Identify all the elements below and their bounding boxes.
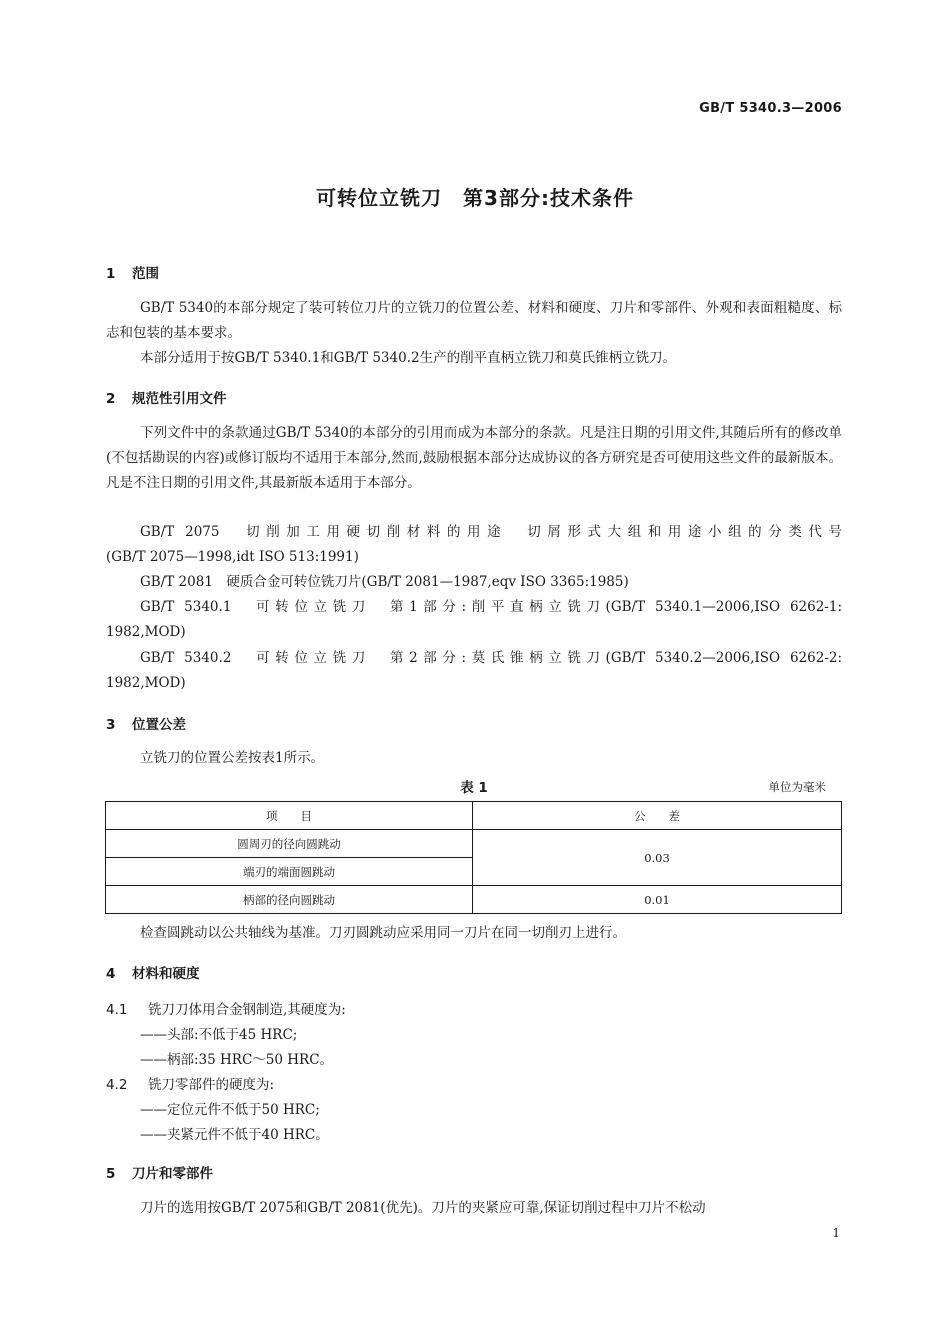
table-row (106, 830, 842, 858)
section-1-para-2: 本部分适用于按GB/T 5340.1和GB/T 5340.2生产的削平直柄立铣刀和莫氏锥柄立铣刀。 (140, 350, 677, 366)
section-2-para-1: 下列文件中的条款通过GB/T 5340的本部分的引用而成为本部分的条款。凡是注日期的引用文件,其随后所有的修改单(不包括勘误的内容)或修订版均不适用于本部分,然而,鼓励根据本部分达成协议的各方研究是否可使用这些文件的最新版本。凡是不注日期的引用文件,其最新版本适用于本部分。 (106, 425, 842, 491)
reference-4-line-2: 1982,MOD) (106, 675, 186, 691)
section-1-para-1: GB/T 5340的本部分规定了装可转位刀片的立铣刀的位置公差、材料和硬度、刀片和零部件、外观和表面粗糙度、标志和包装的基本要求。 (106, 300, 842, 341)
table-caption: 表 1 (460, 780, 488, 796)
table-cell-item: 柄部的径向圆跳动 (106, 886, 473, 914)
section-title: 规范性引用文件 (132, 391, 227, 407)
section-3-heading (106, 713, 186, 733)
section-number: 1 (106, 266, 116, 282)
list-item: ——夹紧元件不低于40 HRC。 (140, 1127, 329, 1143)
section-number: 3 (106, 717, 116, 733)
clause-4-2 (106, 1073, 274, 1093)
section-number: 5 (106, 1166, 116, 1182)
table-unit: 单位为毫米 (768, 780, 826, 794)
section-title: 范围 (132, 266, 159, 282)
list-item: ——柄部:35 HRC～50 HRC。 (140, 1052, 334, 1068)
page-title: 可转位立铣刀 第3部分:技术条件 (316, 186, 634, 210)
clause-number: 4.1 (106, 1002, 128, 1018)
table-cell-tolerance-merged: 0.03 (473, 830, 842, 886)
section-1-heading (106, 262, 159, 282)
list-item: ——定位元件不低于50 HRC; (140, 1102, 320, 1118)
reference-3-line-2: 1982,MOD) (106, 624, 186, 640)
section-title: 刀片和零部件 (132, 1166, 213, 1182)
clause-text: 铣刀零部件的硬度为: (148, 1077, 275, 1093)
table-header-row (106, 802, 842, 830)
section-4-heading (106, 962, 200, 982)
section-2-heading (106, 387, 227, 407)
table-row (106, 886, 842, 914)
section-5-heading (106, 1162, 213, 1182)
standard-id: GB/T 5340.3—2006 (699, 101, 842, 116)
section-3-intro: 立铣刀的位置公差按表1所示。 (140, 750, 325, 766)
column-header-tolerance: 公 差 (473, 802, 842, 830)
tolerance-table (105, 801, 842, 914)
page-number: 1 (832, 1226, 840, 1240)
table-note: 检查圆跳动以公共轴线为基准。刀刃圆跳动应采用同一刀片在同一切削刃上进行。 (140, 925, 626, 941)
table-cell-item: 圆周刃的径向圆跳动 (106, 830, 473, 858)
reference-4-line-1: GB/T 5340.2 可转位立铣刀 第2部分:莫氏锥柄立铣刀(GB/T 5340.2—2006,ISO 6262-2: (140, 650, 842, 666)
section-number: 2 (106, 391, 116, 407)
clause-4-1 (106, 998, 346, 1018)
reference-3-line-1: GB/T 5340.1 可转位立铣刀 第1部分:削平直柄立铣刀(GB/T 5340.1—2006,ISO 6262-1: (140, 599, 842, 615)
table-cell-item: 端刃的端面圆跳动 (106, 858, 473, 886)
section-number: 4 (106, 966, 116, 982)
section-5-para-1: 刀片的选用按GB/T 2075和GB/T 2081(优先)。刀片的夹紧应可靠,保证切削过程中刀片不松动 (140, 1200, 706, 1216)
reference-2: GB/T 2081 硬质合金可转位铣刀片(GB/T 2081—1987,eqv ISO 3365:1985) (140, 574, 629, 590)
reference-1-line-1: GB/T 2075 切削加工用硬切削材料的用途 切屑形式大组和用途小组的分类代号 (140, 524, 842, 540)
reference-1-line-2: (GB/T 2075—1998,idt ISO 513:1991) (106, 549, 359, 565)
clause-text: 铣刀刀体用合金钢制造,其硬度为: (148, 1002, 346, 1018)
column-header-item: 项 目 (106, 802, 473, 830)
section-title: 材料和硬度 (132, 966, 200, 982)
table-cell-tolerance: 0.01 (473, 886, 842, 914)
clause-number: 4.2 (106, 1077, 128, 1093)
list-item: ——头部:不低于45 HRC; (140, 1027, 298, 1043)
section-title: 位置公差 (132, 717, 186, 733)
